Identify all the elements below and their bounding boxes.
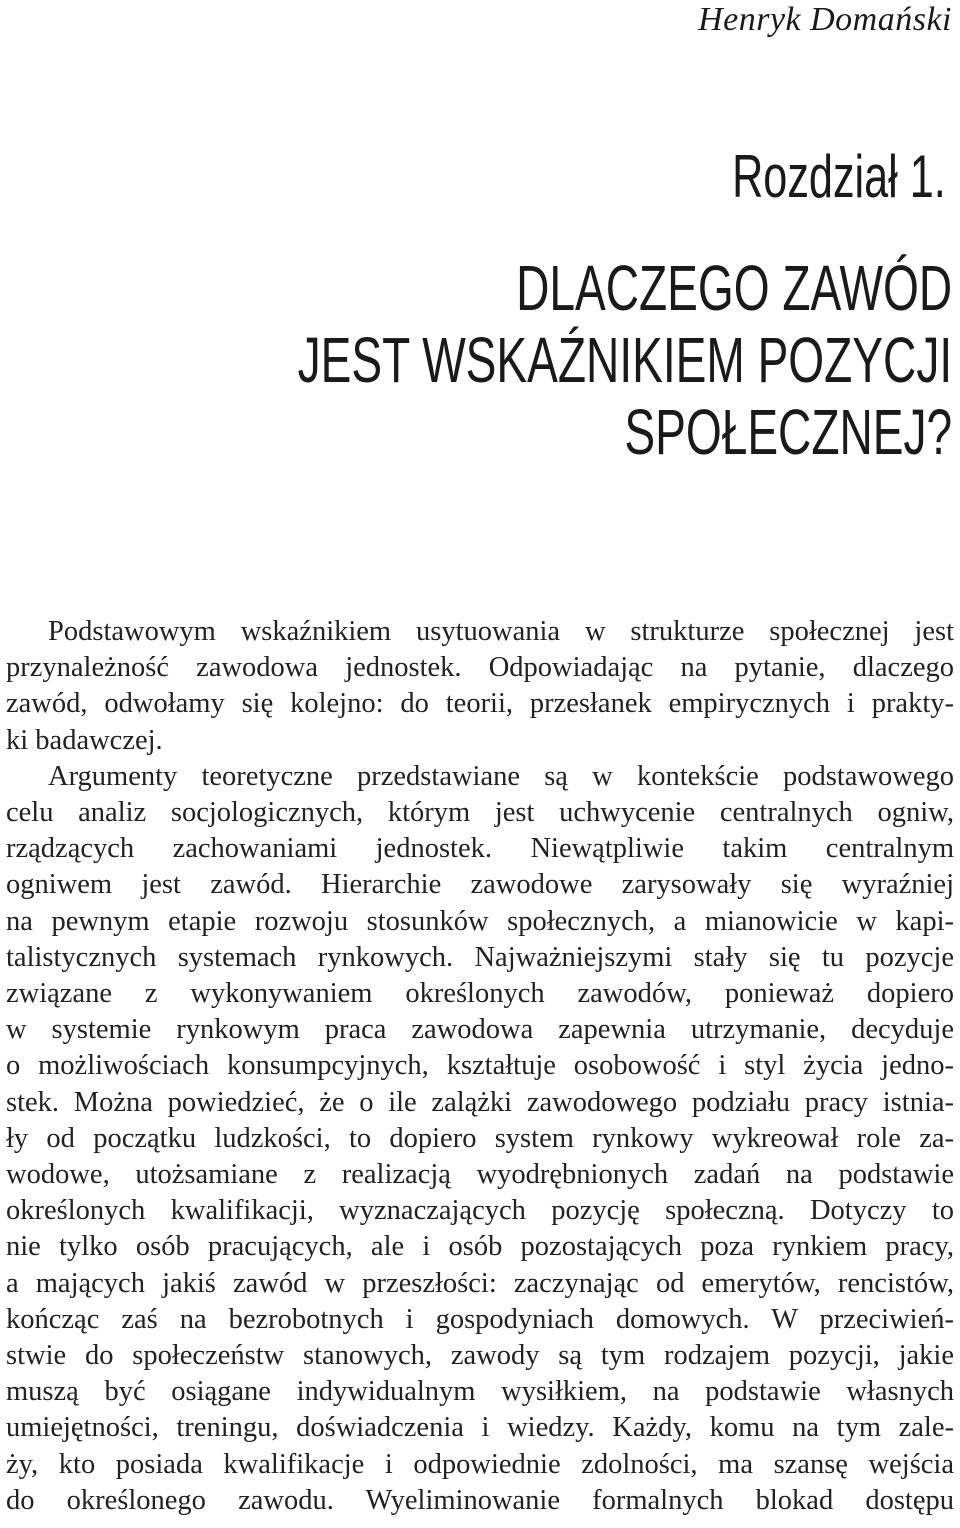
text-line: przynależność zawodowa jednostek. Odpowiadając na pytanie, dlaczego [6, 652, 954, 684]
paragraph [6, 614, 954, 759]
text-line: ły od początku ludzkości, to dopiero system rynkowy wykreował role za- [6, 1122, 954, 1154]
text-line: określonych kwalifikacji, wyznaczających pozycję społeczną. Dotyczy to [6, 1195, 954, 1227]
text-line: Podstawowym wskaźnikiem usytuowania w strukturze społecznej jest [48, 616, 954, 647]
text-line: na pewnym etapie rozwoju stosunków społecznych, a mianowicie w kapi- [6, 905, 954, 937]
text-line: umiejętności, treningu, doświadczenia i wiedzy. Każdy, komu na tym zale- [6, 1412, 954, 1444]
chapter-title-line: SPOŁECZNEJ? [624, 396, 952, 468]
paragraph [6, 759, 954, 1519]
chapter-title-line: DLACZEGO ZAWÓD [515, 252, 952, 324]
text-line: zawód, odwołamy się kolejno: do teorii, przesłanek empirycznych i prakty- [6, 688, 954, 720]
text-line: stwie do społeczeństw stanowych, zawody są tym rodzajem pozycji, jakie [6, 1340, 954, 1372]
text-line: o możliwościach konsumpcyjnych, kształtuje osobowość i styl życia jedno- [6, 1050, 954, 1082]
text-line: muszą być osiągane indywidualnym wysiłkiem, na podstawie własnych [6, 1376, 954, 1408]
text-line: w systemie rynkowym praca zawodowa zapewnia utrzymanie, decyduje [6, 1014, 954, 1046]
text-line: rządzących zachowaniami jednostek. Niewątpliwie takim centralnym [6, 833, 954, 865]
chapter-title [297, 252, 952, 468]
body-text [6, 614, 954, 1519]
running-header-author: Henryk Domański [698, 1, 952, 38]
chapter-title-line: JEST WSKAŹNIKIEM POZYCJI [297, 324, 952, 396]
text-line: nie tylko osób pracujących, ale i osób pozostających poza rynkiem pracy, [6, 1231, 954, 1263]
text-line: ogniwem jest zawód. Hierarchie zawodowe zarysowały się wyraźniej [6, 869, 954, 901]
text-line: Argumenty teoretyczne przedstawiane są w kontekście podstawowego [48, 760, 954, 792]
text-line: ki badawczej. [6, 724, 163, 756]
text-line: wodowe, utożsamiane z realizacją wyodrębnionych zadań na podstawie [6, 1159, 954, 1191]
chapter-number: Rozdział 1. [732, 143, 946, 210]
text-line: kończąc zaś na bezrobotnych i gospodyniach domowych. W przeciwień- [6, 1303, 954, 1335]
text-line: związane z wykonywaniem określonych zawodów, ponieważ dopiero [6, 978, 954, 1010]
text-line: ży, kto posiada kwalifikacje i odpowiednie zdolności, ma szansę wejścia [6, 1448, 954, 1480]
text-line: do określonego zawodu. Wyeliminowanie formalnych blokad dostępu [6, 1484, 954, 1516]
text-line: a mających jakiś zawód w przeszłości: zaczynając od emerytów, rencistów, [6, 1267, 954, 1299]
text-line: celu analiz socjologicznych, którym jest uchwycenie centralnych ogniw, [6, 797, 954, 829]
text-line: stek. Można powiedzieć, że o ile zalążki zawodowego podziału pracy istnia- [6, 1086, 954, 1118]
text-line: talistycznych systemach rynkowych. Najważniejszymi stały się tu pozycje [6, 941, 954, 973]
